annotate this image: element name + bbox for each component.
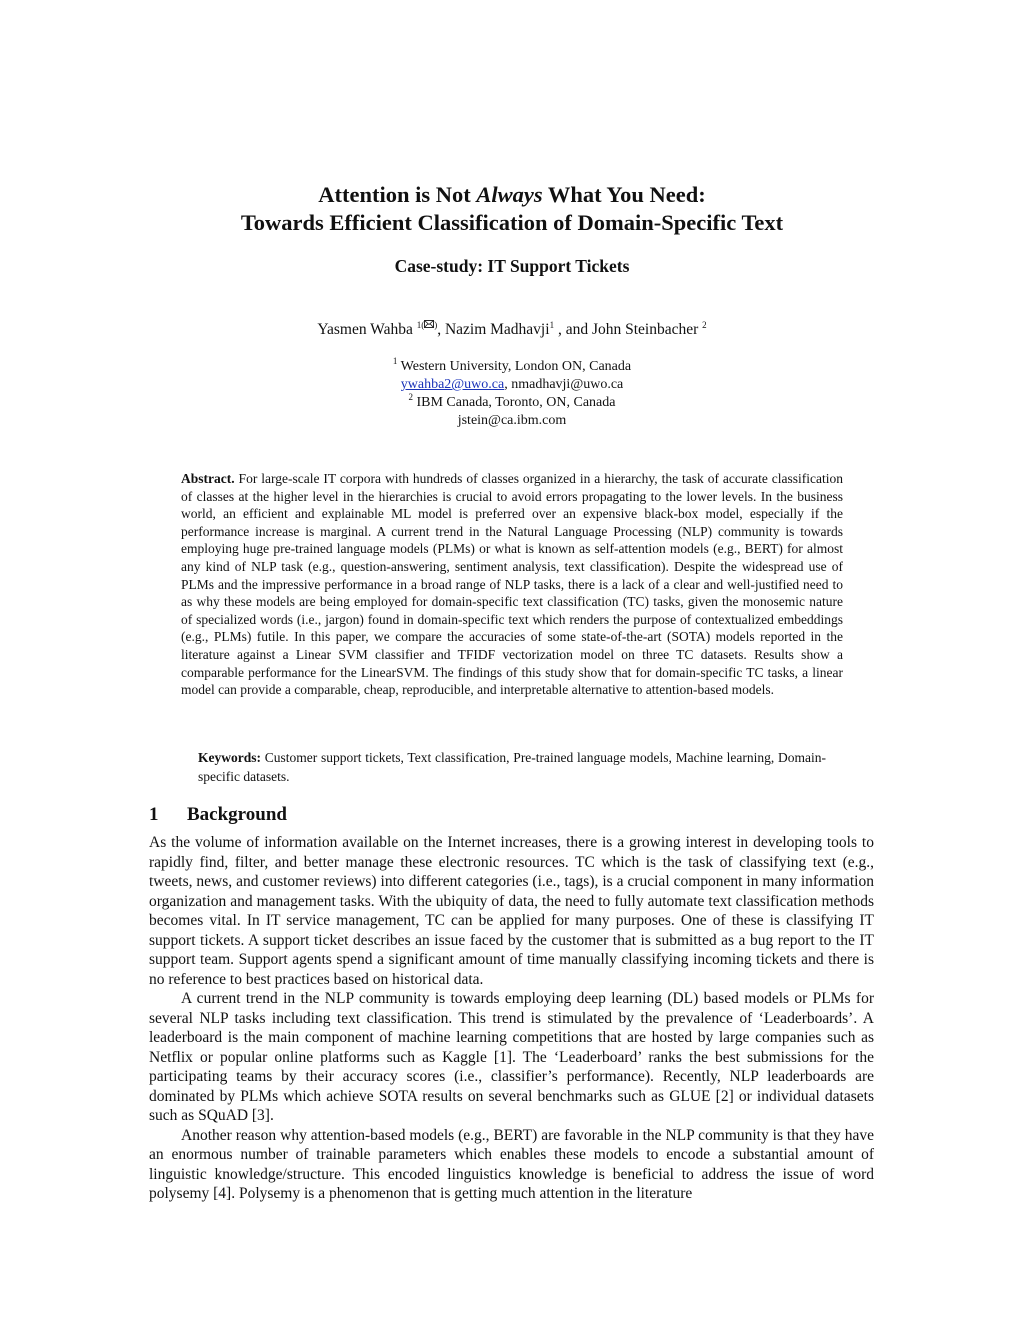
paragraph: As the volume of information available on the Internet increases, there is a growing interest in developing tools to rapidly find, filter, and better manage these electronic resources. TC which is the task of classifying text (e.g., tweets, news, and customer reviews) into different categories (i.e., tags), is a crucial component in many information organization and management tasks. With the ubiquity of data, the need to fully automate text classification methods becomes vital. In IT service management, TC can be applied for many purposes. One of these is classifying IT support tickets. A support ticket describes an issue faced by the customer that is submitted as a bug report to the IT support team. Support agents spend a significant amount of time manually classifying incoming tickets and there is no reference to best practices based on historical data.: [149, 834, 874, 988]
section-number: 1: [149, 804, 159, 825]
author-affiliation-mark: 1: [549, 320, 555, 330]
paper-subtitle: Case-study: IT Support Tickets: [394, 256, 630, 276]
author-name: , and John Steinbacher: [554, 321, 703, 338]
keywords: [198, 748, 826, 786]
keywords-text: Customer support tickets, Text classification, Pre-trained language models, Machine learning, Domain-specific datasets.: [198, 750, 826, 784]
author-list: [0, 320, 1024, 339]
paper-title-line-2: Towards Efficient Classification of Domain-Specific Text: [240, 210, 784, 235]
email-link[interactable]: ywahba2@uwo.ca: [400, 377, 505, 392]
title-part-2: What You Need:: [542, 182, 706, 207]
title-italic-word: Always: [476, 182, 543, 207]
affiliation-email-2: jstein@ca.ibm.com: [457, 413, 567, 428]
title-part-1: Attention is Not: [318, 182, 477, 207]
author-affiliation-mark: 1( ): [416, 320, 438, 330]
section-body: [149, 833, 874, 1204]
section-heading: [149, 804, 287, 826]
affiliation-2: $^2$ IBM Canada, Toronto, ON, Canada: [408, 392, 616, 410]
author-name: , Nazim Madhavji: [437, 321, 550, 338]
abstract: [181, 470, 843, 699]
paragraph: A current trend in the NLP community is towards employing deep learning (DL) based models or PLMs for several NLP tasks including text classification. This trend is stimulated by the prevalence of ‘Leaderboards’. A leaderboard is the main component of machine learning competitions that are hosted by large companies such as Netflix or popular online platforms such as Kaggle [1]. The ‘Leaderboard’ ranks the best submissions for the participating teams by their accuracy scores (i.e., classifier’s performance). Recently, NLP leaderboards are dominated by PLMs which achieve SOTA results on several benchmarks such as GLUE [2] or individual datasets such as SQuAD [3].: [149, 990, 874, 1124]
envelope-icon: [424, 320, 434, 328]
author-name: Yasmen Wahba: [317, 321, 417, 338]
paper-title-line-1: [0, 180, 1024, 210]
affiliation-1: $^1$ Western University, London ON, Canada: [392, 356, 632, 374]
section-title: Background: [187, 804, 287, 825]
author-affiliation-mark: 2: [702, 320, 707, 330]
paragraph: Another reason why attention-based models (e.g., BERT) are favorable in the NLP community is that they have an enormous number of trainable parameters which enables these models to encode a substantial amount of linguistic knowledge/structure. This encoded linguistics knowledge is beneficial to address the issue of word polysemy [4]. Polysemy is a phenomenon that is getting much attention in the literature: [149, 1126, 874, 1202]
affiliation-emails: ywahba2@uwo.ca, nmadhavji@uwo.ca: [400, 377, 624, 392]
abstract-text: For large-scale IT corpora with hundreds of classes organized in a hierarchy, the task of accurate classification of classes at the higher level in the hierarchies is crucial to avoid errors propagating to the lower levels. In the business world, an efficient and explainable ML model is preferred over an expensive black-box model, especially if the performance increase is marginal. A current trend in the Natural Language Processing (NLP) community is towards employing huge pre-trained language models (PLMs) or what is known as self-attention models (e.g., BERT) for almost any kind of NLP task (e.g., question-answering, sentiment analysis, text classification). Despite the widespread use of PLMs and the impressive performance in a broad range of NLP tasks, there is a lack of a clear and well-justified need to as why these models are being employed for domain-specific text classification (TC) tasks, given the monosemic nature of specialized words (i.e., jargon) found in domain-specific text which renders the purpose of contextualized embeddings (e.g., PLMs) futile. In this paper, we compare the accuracies of some state-of-the-art (SOTA) models reported in the literature against a Linear SVM classifier and TFIDF vectorization model on three TC datasets. Results show a comparable performance for the LinearSVM. The findings of this study show that for domain-specific TC tasks, a linear model can provide a comparable, cheap, reproducible, and interpretable alternative to attention-based models.: [181, 471, 843, 698]
abstract-label: Abstract.: [181, 471, 235, 486]
keywords-label: Keywords:: [198, 750, 261, 765]
